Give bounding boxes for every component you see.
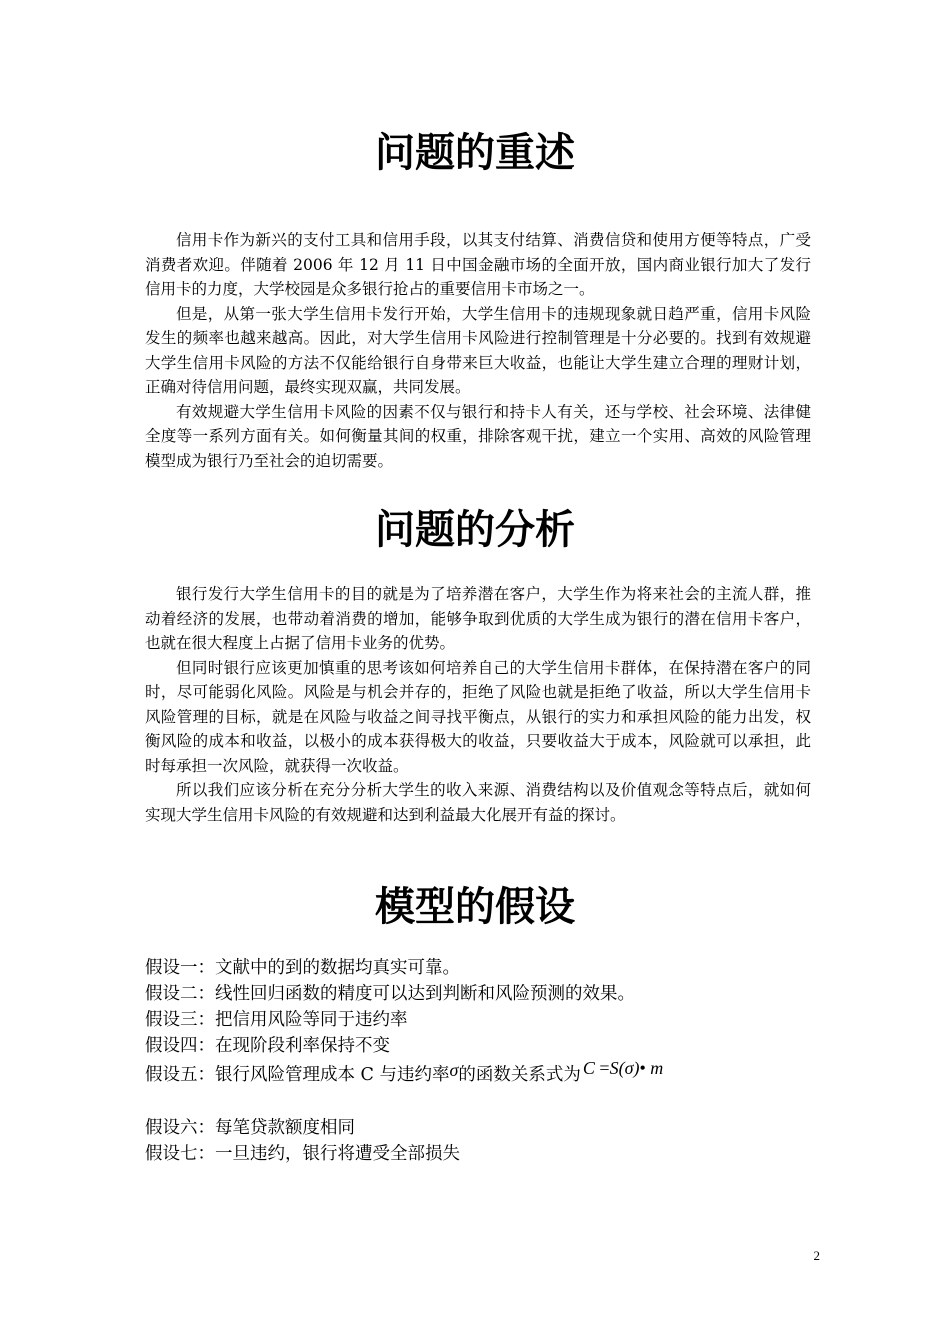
assumption-2: 假设二：线性回归函数的精度可以达到判断和风险预测的效果。 [145,984,635,1004]
title-assumptions: 模型的假设 [375,884,575,930]
assumption-6: 假设六：每笔贷款额度相同 [145,1118,355,1138]
restatement-paragraph-2: 但是，从第一张大学生信用卡发行开始，大学生信用卡的违规现象就日趋严重，信用卡风险发生的频率也越来越高。因此，对大学生信用卡风险进行控制管理是十分必要的。找到有效规避大学生信用卡风险的方法不仅能给银行自身带来巨大收益，也能让大学生建立合理的理财计划，正确对待信用问题，最终实现双赢，共同发展。 [145,304,811,396]
assumption-5-suffix: 的函数关系式为 [458,1065,581,1085]
formula-m: m [650,1058,664,1078]
analysis-paragraph-3: 所以我们应该分析在充分分析大学生的收入来源、消费结构以及价值观念等特点后，就如何实现大学生信用卡风险的有效规避和达到利益最大化展开有益的探讨。 [145,781,811,824]
assumptions-list [145,955,811,1167]
formula-dot: • [639,1058,646,1078]
assumption-3: 假设三：把信用风险等同于违约率 [145,1010,408,1030]
formula-paren: (σ) [618,1058,640,1078]
restatement-paragraph-3: 有效规避大学生信用卡风险的因素不仅与银行和持卡人有关，还与学校、社会环境、法律健全度等一系列方面有关。如何衡量其间的权重，排除客观干扰，建立一个实用、高效的风险管理模型成为银行乃至社会的迫切需要。 [145,402,811,470]
restatement-body [145,228,811,473]
assumption-5 [145,1059,811,1115]
sigma-symbol: σ [449,1060,459,1080]
title-restatement: 问题的重述 [375,130,575,176]
assumption-4: 假设四：在现阶段利率保持不变 [145,1036,390,1056]
formula-s: S [609,1058,619,1078]
title-analysis: 问题的分析 [375,507,575,553]
cost-formula [583,1058,663,1078]
page-number: 2 [813,1248,820,1263]
analysis-paragraph-1: 银行发行大学生信用卡的目的就是为了培养潜在客户，大学生作为将来社会的主流人群，推动着经济的发展，也带动着消费的增加，能够争取到优质的大学生成为银行的潜在信用卡客户，也就在很大程度上占据了信用卡业务的优势。 [145,585,811,652]
formula-c: C [582,1058,595,1078]
analysis-paragraph-2: 但同时银行应该更加慎重的思考该如何培养自己的大学生信用卡群体，在保持潜在客户的同时，尽可能弱化风险。风险是与机会并存的，拒绝了风险也就是拒绝了收益，所以大学生信用卡风险管理的目标，就是在风险与收益之间寻找平衡点，从银行的实力和承担风险的能力出发，权衡风险的成本和收益，以极小的成本获得极大的收益，只要收益大于成本，风险就可以承担，此时每承担一次风险，就获得一次收益。 [145,658,811,775]
assumption-1: 假设一：文献中的到的数据均真实可靠。 [145,958,460,978]
assumption-5-prefix: 假设五：银行风险管理成本 C 与违约率 [145,1065,450,1085]
assumption-7: 假设七：一旦违约，银行将遭受全部损失 [145,1144,460,1164]
formula-equals: = [594,1058,610,1078]
restatement-paragraph-1: 信用卡作为新兴的支付工具和信用手段，以其支付结算、消费信贷和使用方便等特点，广受消费者欢迎。伴随着 2006 年 12 月 11 日中国金融市场的全面开放，国内商业银行加大了发行信用卡的力度，大学校园是众多银行抢占的重要信用卡市场之一。 [145,231,811,298]
analysis-body [145,582,811,827]
